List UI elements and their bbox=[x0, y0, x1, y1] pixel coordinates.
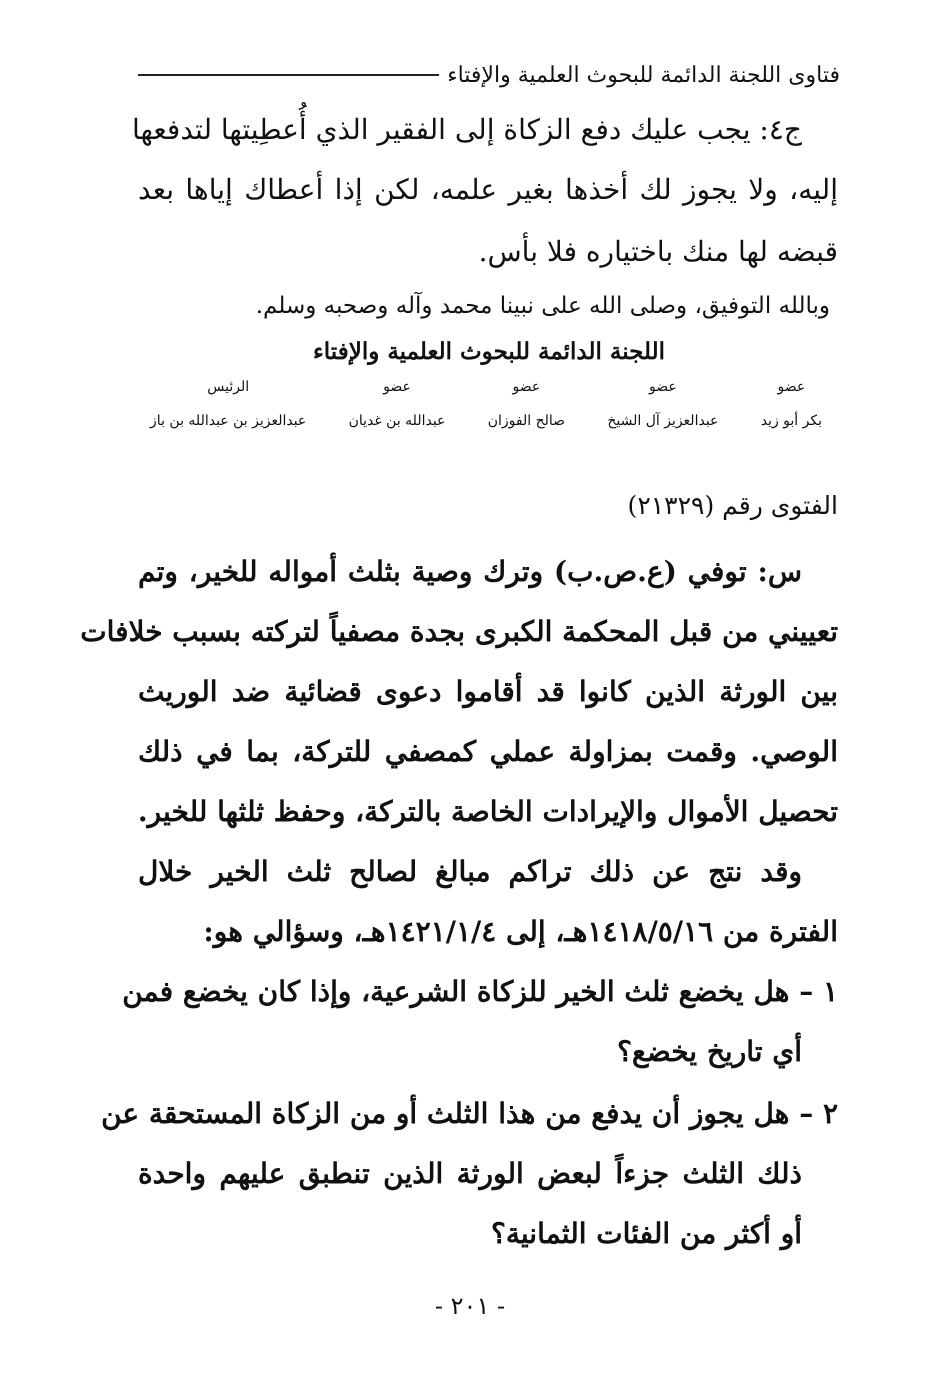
answer-line-1: ج٤: يجب عليك دفع الزكاة إلى الفقير الذي أُعطِيتها لتدفعها bbox=[131, 113, 802, 146]
header-title: فتاوى اللجنة الدائمة للبحوث العلمية والإفتاء bbox=[447, 62, 840, 88]
committee-member bbox=[488, 376, 565, 432]
header-rule bbox=[138, 74, 439, 76]
committee-member bbox=[761, 376, 822, 432]
question-line: س: توفي (ع.ص.ب) وترك وصية بثلث أمواله للخير، وتم bbox=[138, 555, 802, 588]
committee-members bbox=[150, 376, 822, 432]
member-role: عضو bbox=[649, 379, 677, 395]
question-line: تحصيل الأموال والإيرادات الخاصة بالتركة، وحفظ ثلثها للخير. bbox=[137, 795, 838, 828]
question-line: بين الورثة الذين كانوا قد أقاموا دعوى قضائية ضد الوريث bbox=[138, 675, 838, 708]
member-name: عبدالله بن غديان bbox=[348, 413, 446, 429]
running-header bbox=[138, 55, 840, 95]
committee-member bbox=[607, 376, 718, 432]
answer-line-2: إليه، ولا يجوز لك أخذها بغير علمه، لكن إذا أعطاك إياها بعد bbox=[138, 173, 838, 206]
question-item-2-cont: ذلك الثلث جزءاً لبعض الورثة الذين تنطبق عليهم واحدة bbox=[138, 1157, 802, 1190]
member-name: عبدالعزيز آل الشيخ bbox=[607, 413, 719, 429]
member-name: بكر أبو زيد bbox=[760, 413, 822, 429]
member-role: عضو bbox=[383, 379, 411, 395]
committee-title: اللجنة الدائمة للبحوث العلمية والإفتاء bbox=[312, 338, 666, 365]
member-role: الرئيس bbox=[207, 379, 250, 395]
member-role: عضو bbox=[777, 379, 806, 395]
question-item-1: ١ – هل يخضع ثلث الخير للزكاة الشرعية، وإذا كان يخضع فمن bbox=[122, 975, 838, 1008]
question-item-2-cont: أو أكثر من الفئات الثمانية؟ bbox=[490, 1217, 802, 1250]
closing-prayer: وبالله التوفيق، وصلى الله على نبينا محمد وآله وصحبه وسلم. bbox=[255, 293, 830, 319]
question-line: الوصي. وقمت بمزاولة عملي كمصفي للتركة، بما في ذلك bbox=[138, 735, 838, 768]
member-name: صالح الفوزان bbox=[487, 413, 566, 429]
member-name: عبدالعزيز بن عبدالله بن باز bbox=[150, 413, 307, 429]
question-item-2: ٢ – هل يجوز أن يدفع من هذا الثلث أو من الزكاة المستحقة عن bbox=[101, 1097, 838, 1130]
question-line: وقد نتج عن ذلك تراكم مبالغ لصالح ثلث الخير خلال bbox=[138, 855, 802, 888]
answer-line-3: قبضه لها منك باختياره فلا بأس. bbox=[478, 235, 838, 268]
question-item-1-cont: أي تاريخ يخضع؟ bbox=[617, 1035, 802, 1068]
page-number: - ٢٠١ - bbox=[434, 1292, 506, 1320]
fatwa-number: الفتوى رقم (٢١٣٢٩) bbox=[627, 491, 838, 520]
member-role: عضو bbox=[512, 379, 541, 395]
committee-member bbox=[150, 376, 306, 432]
committee-member bbox=[349, 376, 446, 432]
question-line: تعييني من قبل المحكمة الكبرى بجدة مصفياً لتركته بسبب خلافات bbox=[80, 615, 838, 648]
question-line: الفترة من ١٤١٨/٥/١٦هـ، إلى ١٤٢١/١/٤هـ، وسؤالي هو: bbox=[203, 915, 838, 948]
